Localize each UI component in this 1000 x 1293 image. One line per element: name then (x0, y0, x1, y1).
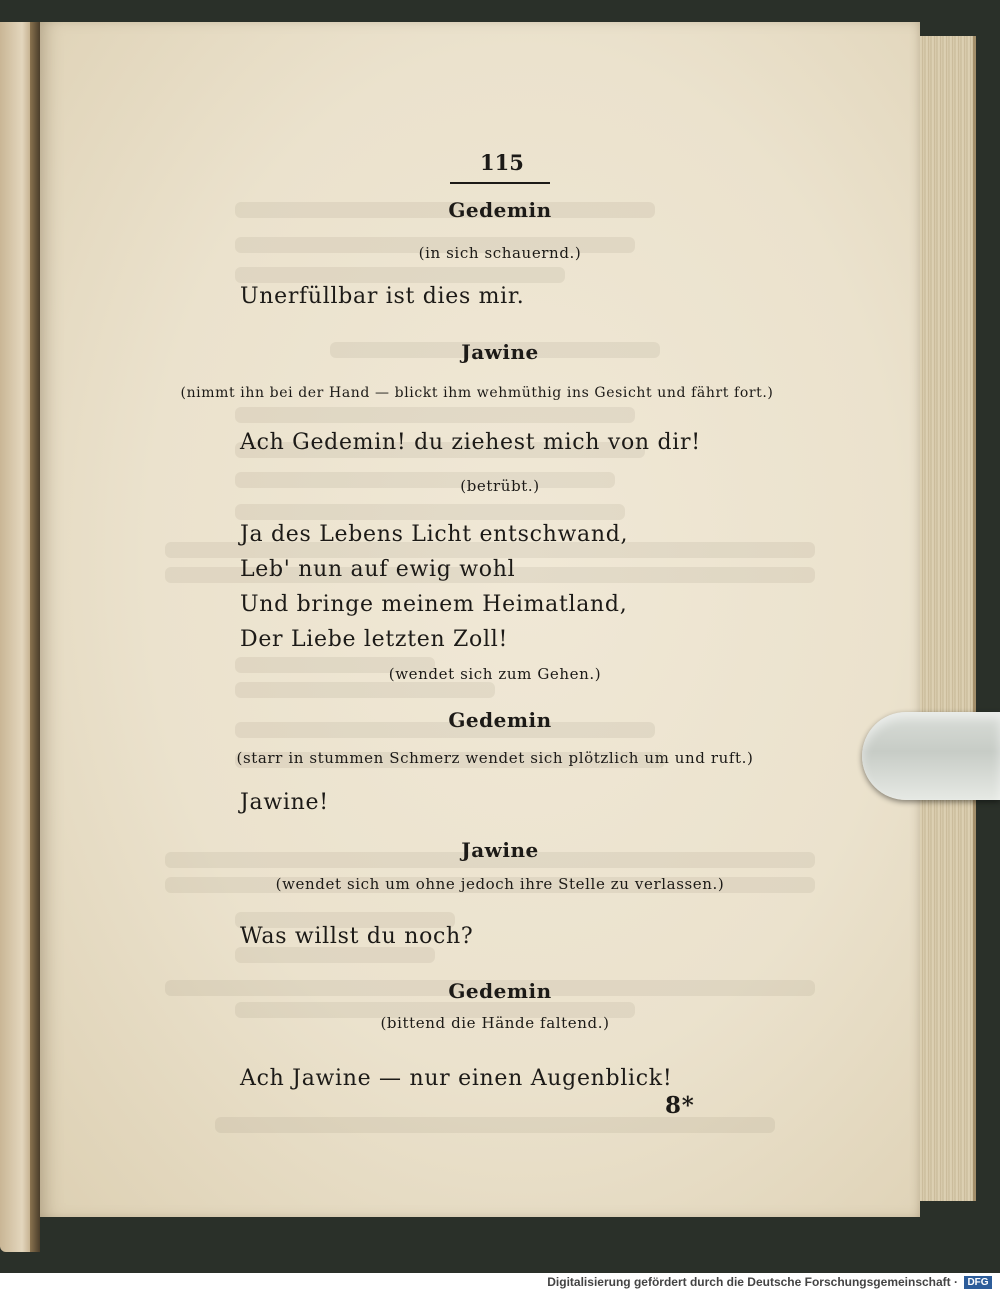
book-page (40, 22, 920, 1217)
stage-direction: (wendet sich um ohne jedoch ihre Stelle zu verlassen.) (275, 875, 725, 893)
speaker-name: Gedemin (448, 708, 552, 732)
stage-direction: (starr in stummen Schmerz wendet sich plötzlich um und ruft.) (236, 749, 754, 767)
stage-direction: (bittend die Hände faltend.) (380, 1014, 610, 1032)
stage-direction: (nimmt ihn bei der Hand — blickt ihm wehmüthig ins Gesicht und fährt fort.) (180, 385, 774, 401)
dfg-logo-icon: DFG (964, 1276, 992, 1289)
verse-line: Unerfüllbar ist dies mir. (240, 284, 525, 309)
verse-line: Leb' nun auf ewig wohl (240, 557, 516, 582)
funding-credit: Digitalisierung gefördert durch die Deutsche Forschungsgemeinschaft · (547, 1275, 958, 1289)
speaker-name: Gedemin (448, 979, 552, 1003)
speaker-name: Jawine (461, 340, 539, 364)
verse-line: Was willst du noch? (240, 924, 474, 949)
speaker-name: Gedemin (448, 198, 552, 222)
verse-line: Ach Jawine — nur einen Augenblick! (240, 1066, 673, 1091)
signature-mark: 8* (665, 1092, 695, 1119)
book-gutter (30, 22, 40, 1252)
verse-line: Jawine! (240, 790, 329, 815)
page-number: 115 (480, 150, 524, 175)
verse-line: Ach Gedemin! du ziehest mich von dir! (240, 430, 701, 455)
stage-direction: (wendet sich zum Gehen.) (388, 665, 602, 683)
verse-line: Und bringe meinem Heimatland, (240, 592, 628, 617)
stage-direction: (in sich schauernd.) (418, 244, 582, 262)
header-rule (450, 182, 550, 184)
verse-line: Der Liebe letzten Zoll! (240, 627, 508, 652)
speaker-name: Jawine (461, 838, 539, 862)
bookmark-tab (862, 712, 1000, 800)
verse-line: Ja des Lebens Licht entschwand, (240, 522, 629, 547)
stage-direction: (betrübt.) (460, 477, 540, 495)
footer-bar (0, 1273, 1000, 1293)
